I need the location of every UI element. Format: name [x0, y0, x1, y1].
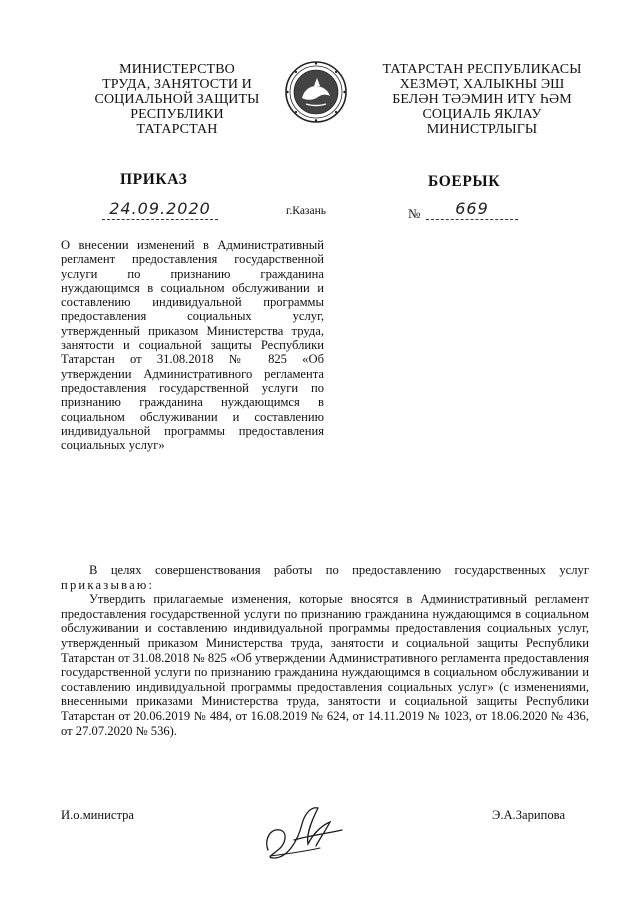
header-left-line: ТАТАРСТАН: [136, 122, 218, 137]
header-left-line: ТРУДА, ЗАНЯТОСТИ И: [102, 77, 252, 92]
order-number: 669: [455, 199, 489, 218]
header-right-line: МИНИСТРЛЫГЫ: [426, 122, 538, 137]
order-subject: О внесении изменений в Административный регламент предоставления государственной услуги по признанию гражданина нуждающимся в социальном обслуживании и составлению индивидуальной программы предоставления социальных услуг, утвержденный приказом Министерства труда, занятости и социальной защиты Республики Татарстан от 31.08.2018 № 825 «Об утверждении Административного регламента предоставления государственной услуги по признанию гражданина нуждающимся в социальном обслуживании и составлению индивидуальной программы предоставления социальных услуг»: [61, 238, 324, 453]
order-number-field: [426, 199, 518, 220]
body-main-paragraph: Утвердить прилагаемые изменения, которые вносятся в Административный регламент предоставления государственной услуги по признанию гражданина нуждающимся в социальном обслуживании и составлению индивидуальной программы предоставления социальных услуг, утвержденный приказом Министерства труда, занятости и социальной защиты Республики Татарстан от 31.08.2018 № 825 «Об утверждении Административного регламента предоставления государственной услуги по признанию гражданина нуждающимся в социальном обслуживании и составлению индивидуальной программы предоставления социальных услуг» (с изменениями, внесенными приказами Министерства труда, занятости и социальной защиты Республики Татарстан от 20.06.2019 № 484, от 16.08.2019 № 624, от 14.11.2019 № 1023, от 18.06.2020 № 436, от 27.07.2020 № 536).: [61, 592, 589, 738]
header-right-ministry-tt: [352, 62, 612, 137]
header-right-line: СОЦИАЛЬ ЯКЛАУ: [422, 107, 542, 122]
document-title-tt: БОЕРЫК: [428, 173, 501, 190]
order-word: приказываю:: [61, 577, 155, 592]
header-right-line: БЕЛӘН ТӘЭМИН ИТҮ ҺӘМ: [392, 92, 572, 107]
handwritten-signature-icon: [258, 800, 348, 862]
body-intro: В целях совершенствования работы по предоставлению государственных услуг: [89, 563, 589, 577]
signer-name: Э.А.Зарипова: [492, 808, 566, 822]
order-city: г.Казань: [286, 205, 326, 217]
signer-position: И.о.министра: [61, 808, 135, 822]
number-sign: №: [408, 206, 421, 221]
header-left-line: СОЦИАЛЬНОЙ ЗАЩИТЫ: [94, 92, 260, 107]
header-left-ministry-ru: [72, 62, 282, 137]
body-intro-paragraph: [61, 563, 589, 592]
order-date: 24.09.2020: [109, 199, 211, 218]
header-right-line: ХЕЗМӘТ, ХАЛЫКНЫ ЭШ: [399, 77, 565, 92]
header-right-line: ТАТАРСТАН РЕСПУБЛИКАСЫ: [382, 62, 582, 77]
document-title-ru: ПРИКАЗ: [120, 171, 188, 188]
header-left-line: РЕСПУБЛИКИ: [130, 107, 224, 122]
order-body: [61, 563, 589, 738]
order-date-field: [102, 199, 218, 220]
tatarstan-emblem-icon: [284, 60, 348, 124]
header-left-line: МИНИСТЕРСТВО: [119, 62, 235, 77]
